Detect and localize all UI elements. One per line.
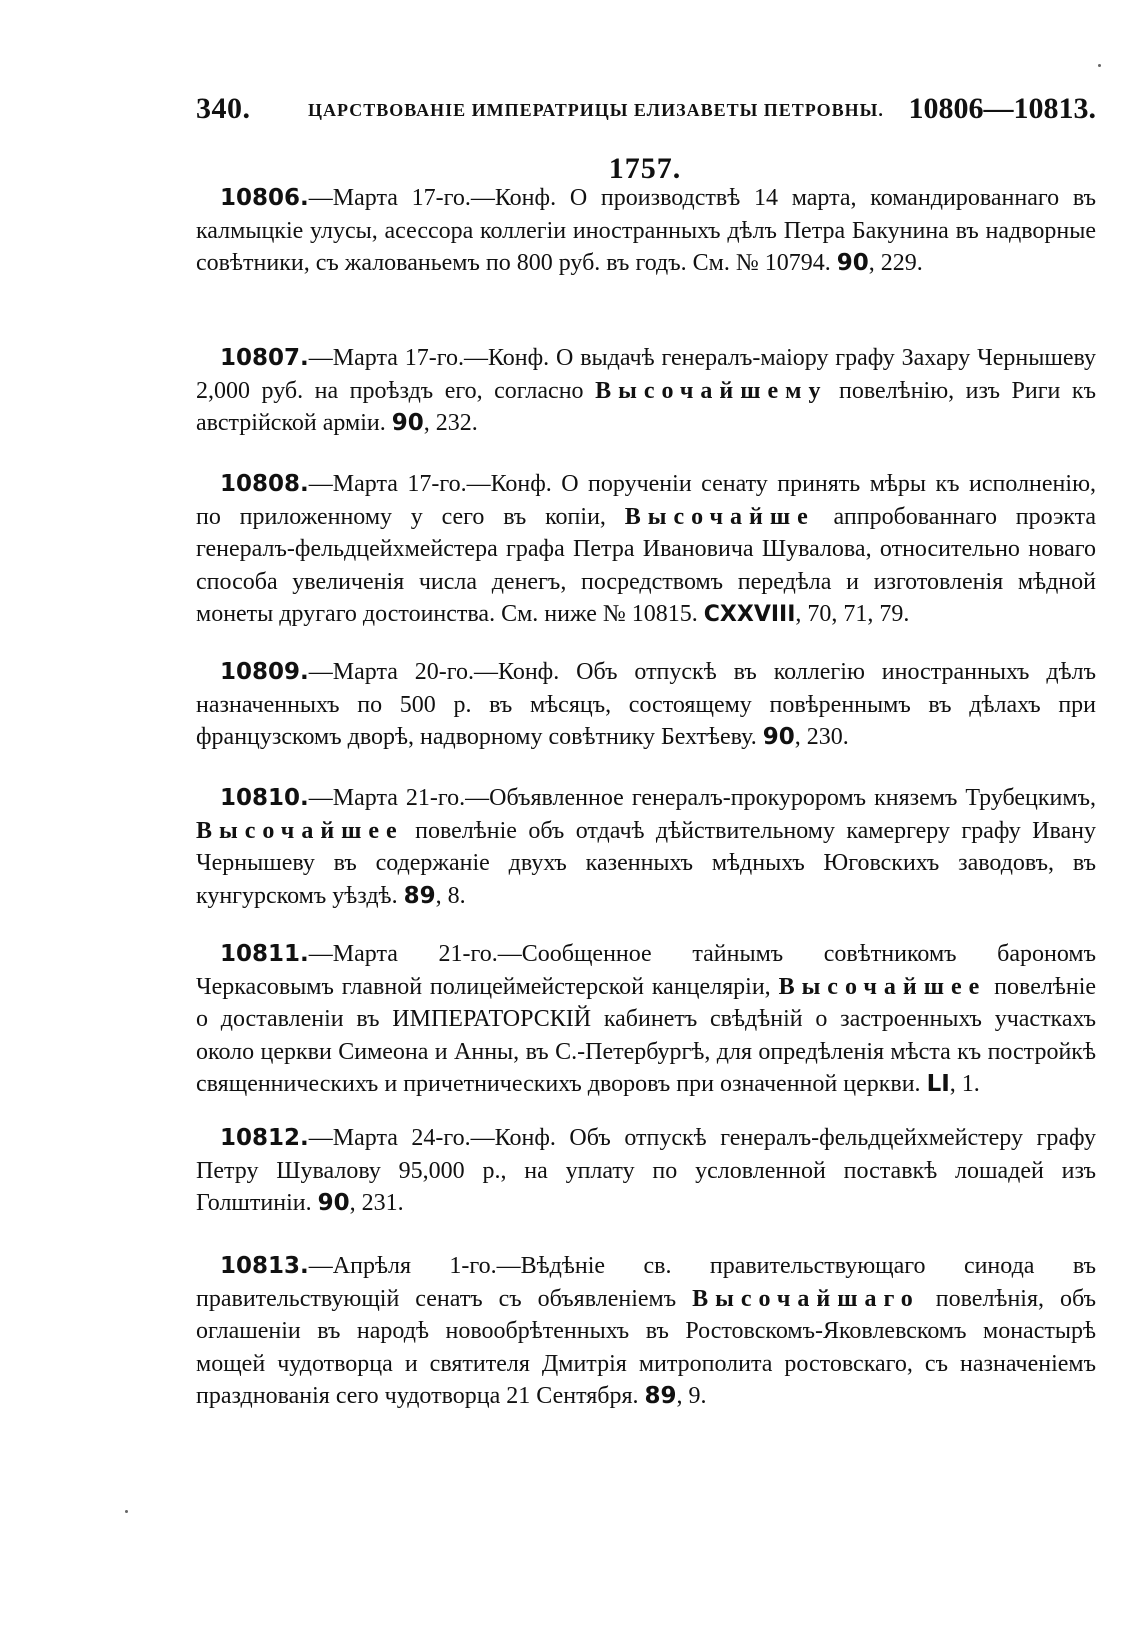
- source-page: , 232.: [423, 410, 478, 436]
- spaced-emphasis: Высочайшее: [778, 973, 987, 1000]
- entry-text: —Марта 21-го.—Объявленное генералъ-прокуроромъ княземъ Трубецкимъ,: [308, 785, 1096, 811]
- entry-text: —Марта 17-го.—Конф. О порученіи сенату принять мѣры къ исполненію, по приложенному у сего въ копіи,: [196, 471, 1096, 530]
- entry-range: 10806—10813.: [908, 92, 1096, 125]
- entry-text: —Марта 17-го.—Конф. О выдачѣ генералъ-маіору графу Захару Чернышеву 2,000 руб. на проѣздъ его, согласно: [196, 345, 1096, 404]
- source-page: , 8.: [435, 882, 466, 909]
- entry-text: —Марта 20-го.—Конф. Объ отпускѣ въ коллегію иностранныхъ дѣлъ назначенныхъ по 500 р. въ мѣсяцъ, состоящему повѣреннымъ въ дѣлахъ при французскомъ дворѣ, надворному совѣтнику Бехтѣеву.: [196, 659, 1096, 750]
- source-page: , 70, 71, 79.: [795, 601, 910, 627]
- entry-text: —Марта 24-го.—Конф. Объ отпускѣ генералъ-фельдцейхмейстеру графу Петру Шувалову 95,000 р., на уплату по условленной поставкѣ лошадей изъ Голштиніи.: [196, 1125, 1096, 1216]
- entry-10806: [196, 182, 1096, 280]
- scan-speck: [1098, 64, 1101, 67]
- entry-text-continued: повелѣніе объ отдачѣ дѣйствительному камергеру графу Ивану Чернышеву въ содержаніе двухъ казенныхъ мѣдныхъ Юговскихъ заводовъ, въ кунгурскомъ уѣздѣ.: [196, 817, 1097, 909]
- entry-text: —Апрѣля 1-го.—Вѣдѣніе св. правительствующаго синода въ правительствующій сенатъ съ объявленіемъ: [196, 1253, 1096, 1312]
- spaced-emphasis: Высочайшее: [196, 817, 404, 844]
- entry-number: 10808.: [220, 471, 309, 497]
- running-title: ЦАРСТВОВАНІЕ ИМПЕРАТРИЦЫ ЕЛИЗАВЕТЫ ПЕТРОВНЫ.: [308, 100, 884, 120]
- entry-number: 10807.: [220, 345, 309, 371]
- spaced-emphasis: Высочайшаго: [692, 1285, 920, 1312]
- spaced-emphasis: Высочайшему: [595, 377, 828, 404]
- entry-text-continued: повелѣніе о доставленіи въ ИМПЕРАТОРСКІЙ кабинетъ свѣдѣній о застроенныхъ участкахъ около церкви Симеона и Анны, въ С.-Петербургѣ, для опредѣленія мѣста къ постройкѣ священническихъ и причетническихъ дворовъ при означенной церкви.: [196, 973, 1097, 1097]
- spaced-emphasis: Высочайше: [624, 503, 815, 530]
- entry-10811: [196, 938, 1096, 1101]
- entry-number: 10809.: [220, 659, 309, 685]
- source-page: , 231.: [349, 1190, 404, 1216]
- entry-10813: [196, 1250, 1096, 1413]
- source-page: , 229.: [868, 250, 923, 276]
- entry-text-continued: аппробованнаго проэкта генералъ-фельдцейхмейстера графа Петра Ивановича Шувалова, относительно новаго способа увеличенія числа денегъ, посредствомъ передѣла и изготовленія мѣдной монеты другаго достоинства. См. ниже № 10815.: [196, 503, 1097, 627]
- entry-number: 10813.: [220, 1253, 309, 1279]
- entry-10808: [196, 468, 1096, 632]
- source-volume: 90: [836, 250, 869, 276]
- entry-text: —Марта 21-го.—Сообщенное тайнымъ совѣтникомъ барономъ Черкасовымъ главной полицеймейстерской канцеляріи,: [196, 941, 1096, 1000]
- entry-text: —Марта 17-го.—Конф. О производствѣ 14 марта, командированнаго въ калмыцкіе улусы, асессора коллегіи иностранныхъ дѣлъ Петра Бакунина въ надворные совѣтники, съ жалованьемъ по 800 руб. въ годъ. См. № 10794.: [196, 185, 1096, 276]
- entry-10809: [196, 656, 1096, 754]
- running-header: [196, 92, 1096, 132]
- entry-number: 10806.: [220, 185, 309, 211]
- source-volume: 89: [403, 882, 436, 909]
- scan-speck: [125, 1510, 128, 1513]
- page-number: 340.: [196, 92, 251, 125]
- entry-text-continued: повелѣнію, изъ Риги къ австрійской арміи.: [196, 377, 1097, 436]
- entry-10812: [196, 1122, 1096, 1220]
- entry-10807: [196, 342, 1096, 440]
- entry-10810: [196, 782, 1096, 912]
- source-page: , 9.: [676, 1383, 707, 1409]
- source-volume: CXXVIII: [703, 602, 796, 627]
- entry-text-continued: повелѣнія, объ оглашеніи въ народѣ новообрѣтенныхъ въ Ростовскомъ-Яковлевскомъ монастырѣ мощей чудотворца и святителя Дмитрія митрополита ростовскаго, съ назначеніемъ празднованія сего чудотворца 21 Сентября.: [196, 1285, 1096, 1409]
- source-volume: 90: [762, 724, 795, 750]
- source-volume: 89: [644, 1383, 677, 1409]
- source-volume: 90: [391, 410, 424, 436]
- source-page: , 1.: [949, 1071, 980, 1097]
- entry-number: 10811.: [220, 941, 309, 967]
- entry-number: 10812.: [220, 1125, 309, 1151]
- year-heading: 1757.: [608, 152, 682, 185]
- entry-number: 10810.: [220, 785, 309, 811]
- source-volume: 90: [317, 1190, 350, 1216]
- source-volume: LI: [926, 1071, 950, 1097]
- source-page: , 230.: [794, 724, 849, 750]
